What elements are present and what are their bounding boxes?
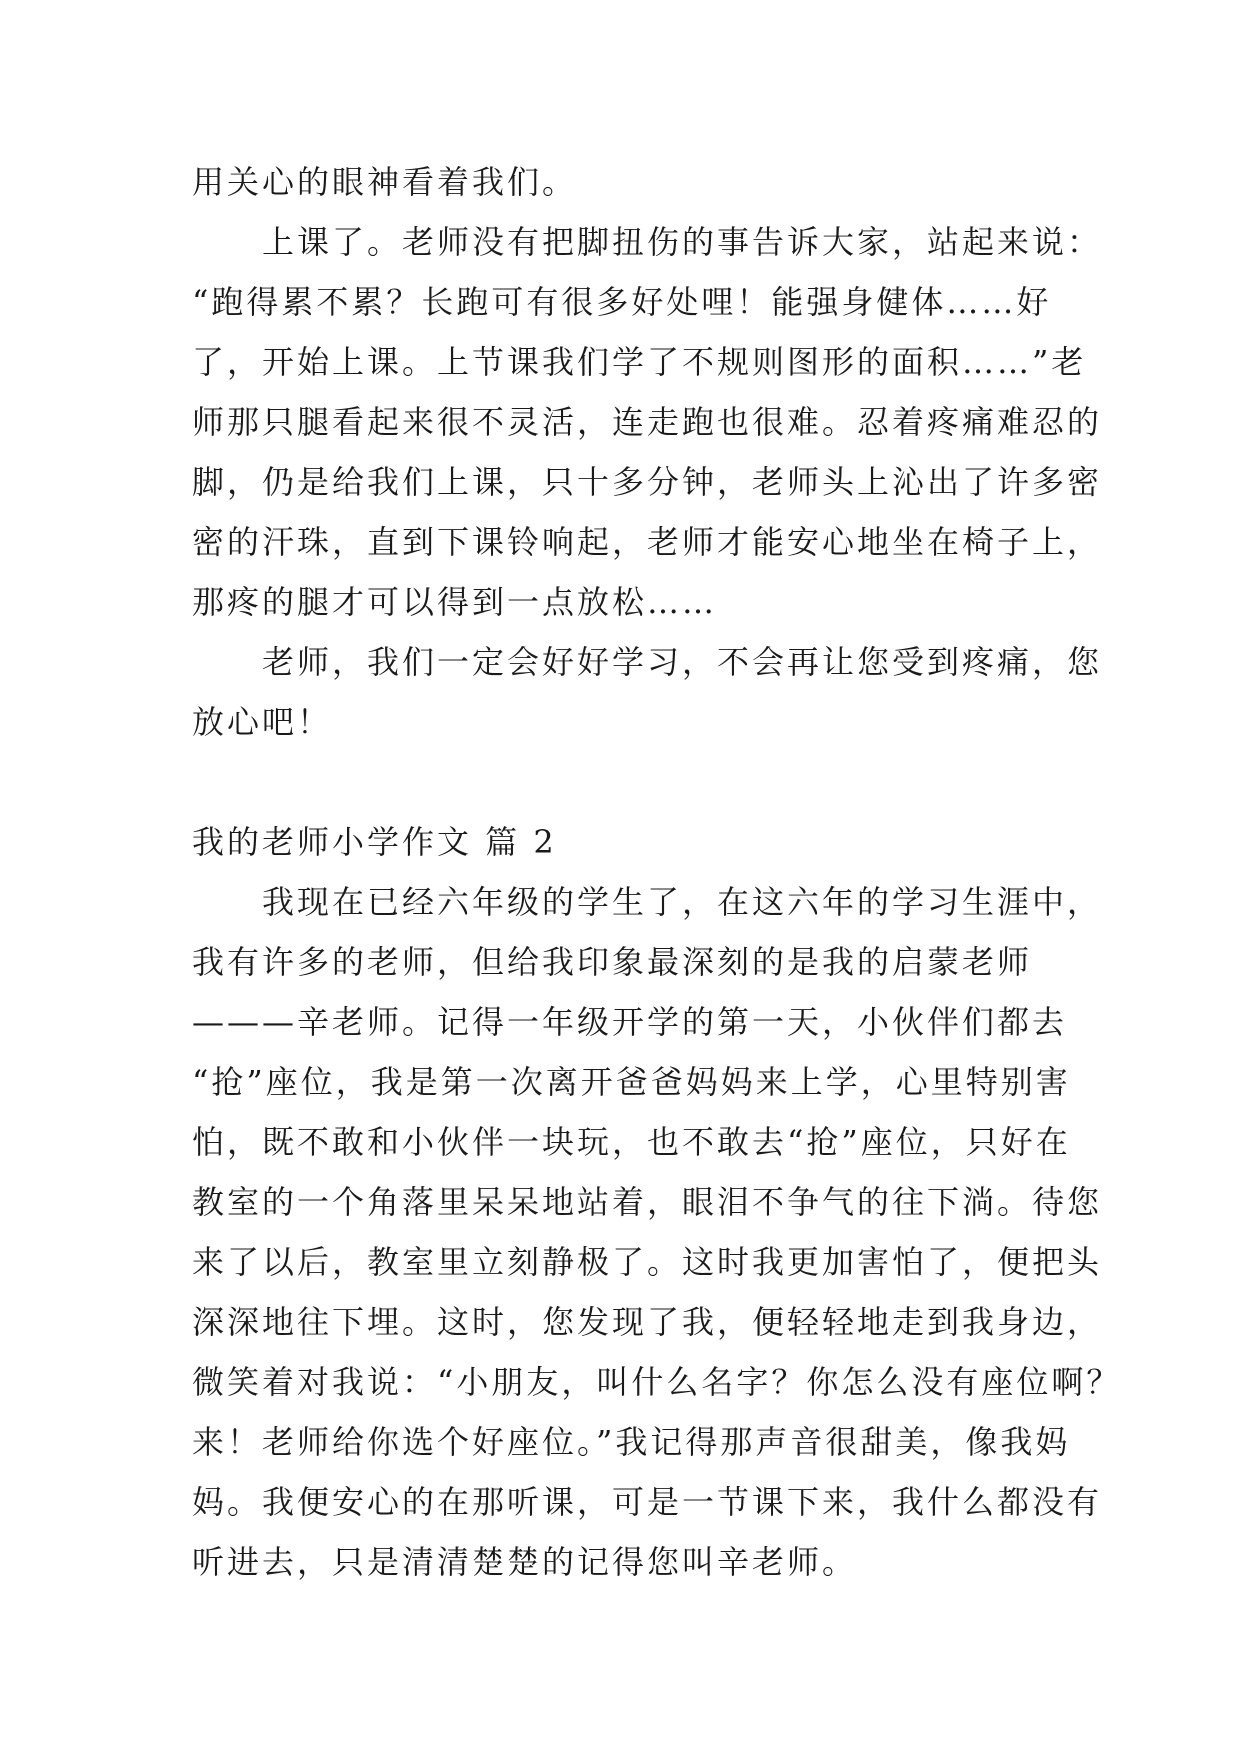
text-line: 师那只腿看起来很不灵活，连走跑也很难。忍着疼痛难忍的 [192, 403, 1103, 441]
text-line: 用关心的眼神看着我们。 [192, 163, 578, 201]
blank-line [192, 752, 1052, 812]
text-line: 老师，我们一定会好好学习，不会再让您受到疼痛，您 [192, 643, 1103, 681]
text-line: 那疼的腿才可以得到一点放松…… [192, 583, 718, 621]
text-line: 来了以后，教室里立刻静极了。这时我更加害怕了，便把头 [192, 1243, 1103, 1281]
text-line: 我有许多的老师，但给我印象最深刻的是我的启蒙老师 [192, 943, 1033, 981]
text-line: 深深地往下埋。这时，您发现了我，便轻轻地走到我身边， [192, 1303, 1103, 1341]
text-line: 来！老师给你选个好座位。”我记得那声音很甜美，像我妈 [192, 1423, 1071, 1461]
text-line: 我现在已经六年级的学生了，在这六年的学习生涯中， [192, 883, 1103, 921]
text-line: 放心吧！ [192, 703, 333, 741]
text-line: “跑得累不累？长跑可有很多好处哩！能强身健体……好 [192, 283, 1052, 321]
text-line: 教室的一个角落里呆呆地站着，眼泪不争气的往下淌。待您 [192, 1183, 1103, 1221]
text-line: ———辛老师。记得一年级开学的第一天，小伙伴们都去 [192, 1003, 1068, 1041]
section-heading: 我的老师小学作文 篇 2 [192, 823, 557, 861]
text-line: 了，开始上课。上节课我们学了不规则图形的面积……”老 [192, 343, 1087, 381]
document-body [192, 152, 1122, 1592]
text-line: “抢”座位，我是第一次离开爸爸妈妈来上学，心里特别害 [192, 1063, 1071, 1101]
text-line: 妈。我便安心的在那听课，可是一节课下来，我什么都没有 [192, 1483, 1103, 1521]
text-line: 密的汗珠，直到下课铃响起，老师才能安心地坐在椅子上， [192, 523, 1103, 561]
text-line: 微笑着对我说：“小朋友，叫什么名字？你怎么没有座位啊？ [192, 1363, 1122, 1401]
text-line: 怕，既不敢和小伙伴一块玩，也不敢去“抢”座位，只好在 [192, 1123, 1071, 1161]
text-line: 脚，仍是给我们上课，只十多分钟，老师头上沁出了许多密 [192, 463, 1103, 501]
text-line: 上课了。老师没有把脚扭伤的事告诉大家，站起来说： [192, 223, 1103, 261]
text-line: 听进去，只是清清楚楚的记得您叫辛老师。 [192, 1543, 858, 1581]
